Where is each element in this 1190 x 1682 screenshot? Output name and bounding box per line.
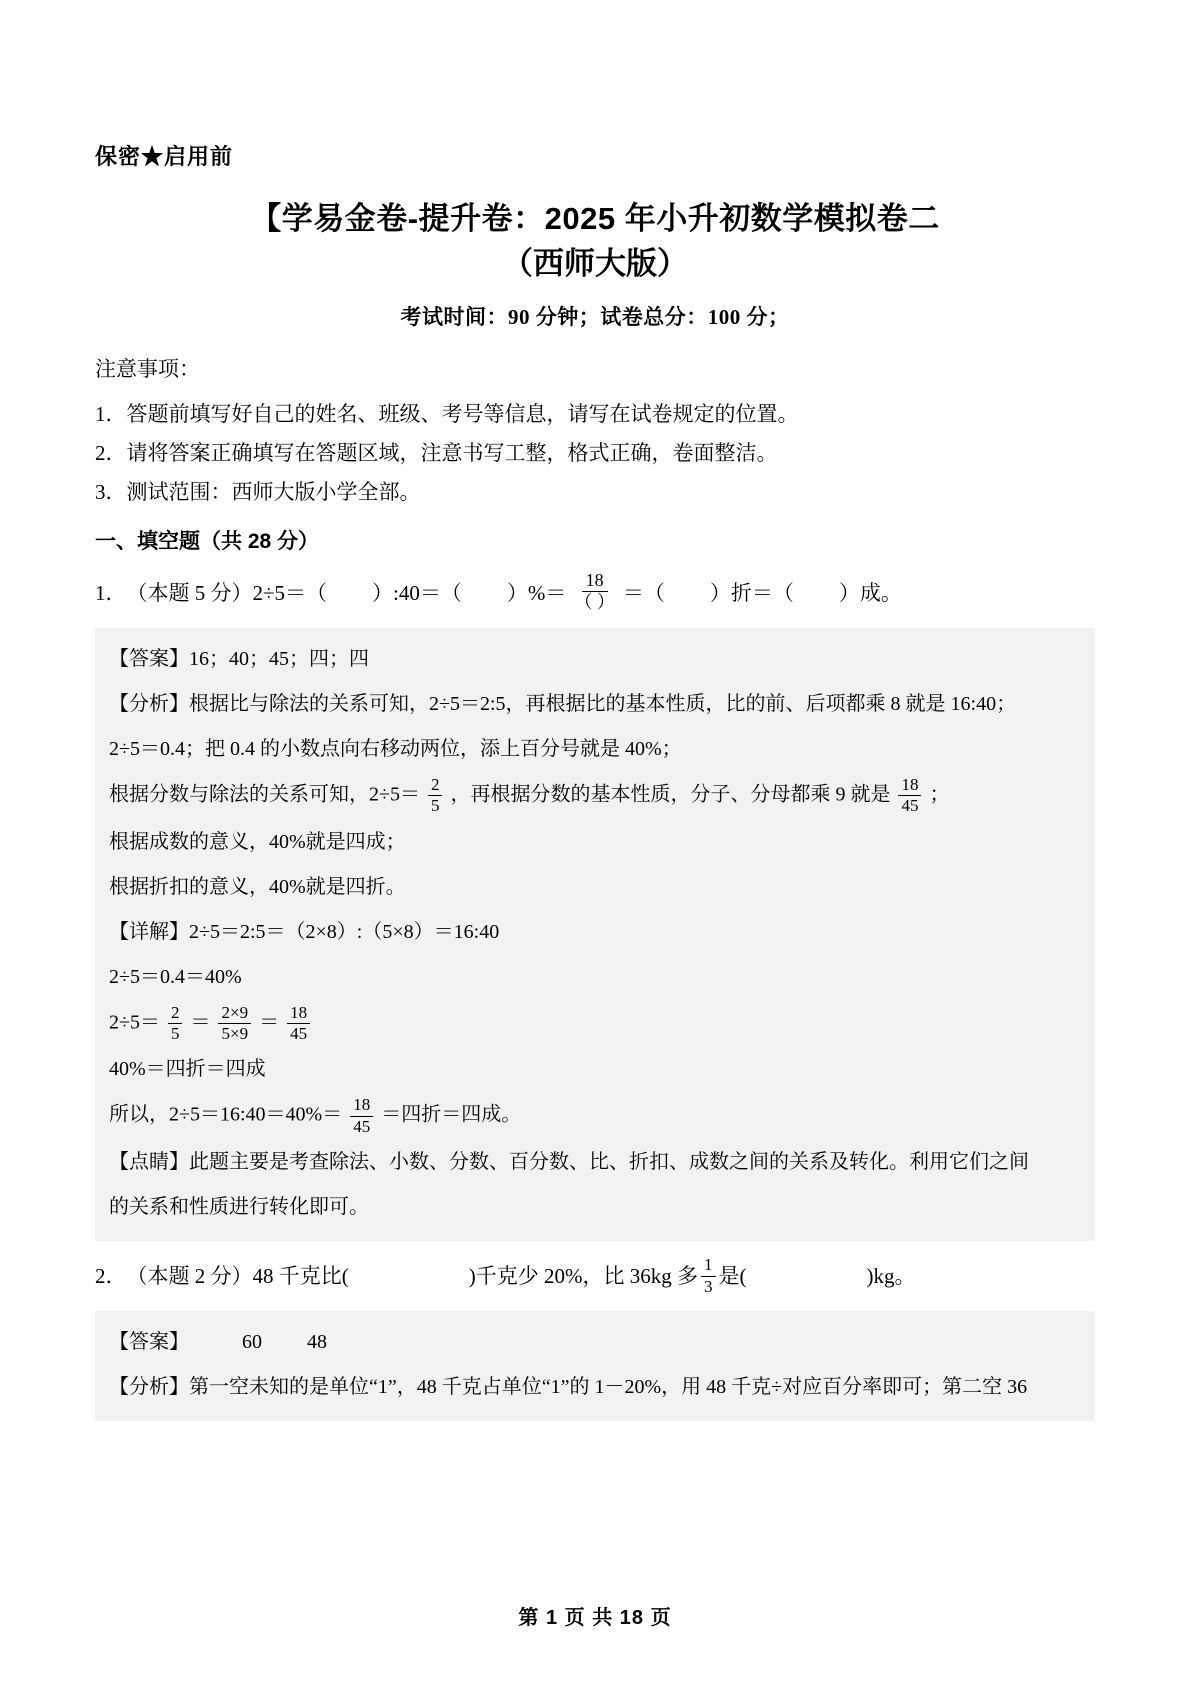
question-1: [95, 571, 1095, 613]
answer-label: 【答案】: [109, 1331, 189, 1354]
detail-fraction-2x9-5x9-denominator: 5×9: [221, 1023, 249, 1043]
analysis-fraction-18-45-numerator: 18: [898, 775, 921, 796]
page-title-line2: （西师大版）: [502, 245, 688, 281]
question-2-number: 2．: [95, 1264, 127, 1289]
question-2-mid2: 是(: [718, 1264, 747, 1289]
detail-eq-2: ＝: [259, 1011, 280, 1034]
analysis-text-3-pre: 根据分数与除法的关系可知，2÷5＝: [109, 783, 420, 806]
question-1-prefix: （本题 5 分）2÷5＝（: [126, 580, 328, 605]
analysis-fraction-2-5: [428, 775, 443, 817]
question-1-fraction-denominator: （ ）: [574, 592, 615, 613]
question-1-fraction-numerator: 18: [582, 570, 608, 592]
conclusion-fraction-18-45: [350, 1095, 373, 1137]
question-2-blank-1[interactable]: [349, 1255, 469, 1297]
detail-line-1: [109, 913, 1081, 952]
answer-label: 【答案】: [109, 647, 189, 670]
question-2-mid1: )千克少 20%，比 36kg 多: [468, 1264, 698, 1289]
answer-value-2: 48: [307, 1331, 327, 1354]
analysis-text-1: 根据比与除法的关系可知，2÷5＝2:5，再根据比的基本性质，比的前、后项都乘 8 就是 16:40；: [189, 692, 1017, 715]
question-1-mid4: ）折＝（: [709, 580, 794, 605]
detail-line-2: 2÷5＝0.4＝40%: [109, 965, 242, 988]
analysis-line-2: 2÷5＝0.4；把 0.4 的小数点向右移动两位，添上百分号就是 40%；: [109, 737, 682, 760]
detail-line-5: [109, 1095, 1081, 1137]
question-1-number: 1．: [95, 580, 127, 605]
analysis-text-3-end: ；: [929, 783, 950, 806]
detail-fraction-2-5: [168, 1003, 183, 1045]
notice-item-2: 2．请将答案正确填写在答题区域，注意书写工整，格式正确，卷面整洁。: [95, 440, 778, 465]
point-line-1: [109, 1143, 1081, 1182]
analysis-fraction-18-45-denominator: 45: [901, 796, 919, 816]
page-title-line1: 【学易金卷-提升卷：2025 年小升初数学模拟卷二: [250, 201, 940, 236]
question-1-blank-3[interactable]: [665, 572, 710, 614]
analysis-text-3-mid: ，再根据分数的基本性质，分子、分母都乘 9 就是: [450, 783, 891, 806]
question-1-answer-block: [95, 628, 1095, 1241]
detail-line-3: [109, 1003, 1081, 1045]
notice-item-1: 1．答题前填写好自己的姓名、班级、考号等信息，请写在试卷规定的位置。: [95, 401, 799, 426]
analysis-fraction-2-5-numerator: 2: [428, 775, 443, 796]
question-1-suffix: ）成。: [838, 580, 902, 605]
analysis-text-1: 第一空未知的是单位“1”，48 千克占单位“1”的 1－20%，用 48 千克÷对应百分率即可；第二空 36: [189, 1376, 1028, 1399]
question-2-prefix: （本题 2 分）48 千克比(: [126, 1264, 349, 1289]
analysis-line-1: [109, 1368, 1081, 1407]
question-2-suffix: )kg。: [866, 1264, 916, 1289]
conclusion-fraction-18-45-numerator: 18: [350, 1095, 373, 1116]
detail-fraction-18-45-numerator: 18: [287, 1003, 310, 1024]
question-2-fraction-denominator: 3: [704, 1276, 713, 1296]
question-1-mid2: ）%＝: [506, 580, 567, 605]
analysis-fraction-2-5-denominator: 5: [430, 796, 440, 816]
detail-eq-1: ＝: [190, 1011, 211, 1034]
question-1-blank-2[interactable]: [462, 572, 507, 614]
question-2-blank-2[interactable]: [747, 1255, 867, 1297]
detail-text-5-end: ＝四折＝四成。: [381, 1103, 522, 1126]
detail-fraction-2-5-numerator: 2: [168, 1003, 183, 1024]
question-1-mid1: ）:40＝（: [372, 580, 462, 605]
exam-info: 考试时间：90 分钟；试卷总分：100 分；: [400, 304, 790, 329]
question-2: [95, 1255, 1095, 1297]
point-label: 【点睛】: [109, 1151, 189, 1174]
analysis-fraction-18-45: [898, 775, 921, 817]
point-line-2: 的关系和性质进行转化即可。: [109, 1196, 369, 1219]
detail-text-1: 2÷5＝2:5＝（2×8）:（5×8）＝16:40: [189, 920, 500, 943]
analysis-line-5: 根据折扣的意义，40%就是四折。: [109, 875, 406, 898]
notice-item-3: 3．测试范围：西师大版小学全部。: [95, 479, 421, 504]
detail-text-5-pre: 所以，2÷5＝16:40＝40%＝: [109, 1103, 343, 1126]
analysis-line-1: [109, 685, 1081, 724]
answer-line: [109, 640, 1081, 679]
point-text-1: 此题主要是考查除法、小数、分数、百分数、比、折扣、成数之间的关系及转化。利用它们之间: [189, 1151, 1029, 1174]
question-1-fraction: [570, 570, 619, 612]
detail-fraction-2-5-denominator: 5: [170, 1023, 180, 1043]
detail-text-3-pre: 2÷5＝: [109, 1011, 160, 1034]
page-footer: 第 1 页 共 18 页: [518, 1607, 672, 1629]
detail-fraction-2x9-5x9: [218, 1003, 251, 1045]
confidential-label: 保密★启用前: [95, 144, 234, 169]
question-2-fraction-numerator: 1: [701, 1255, 716, 1276]
analysis-label: 【分析】: [109, 1376, 189, 1399]
section-heading-fill-in-blank: 一、填空题（共 28 分）: [95, 530, 320, 554]
question-2-fraction: [701, 1255, 716, 1297]
answer-line: [109, 1323, 1081, 1362]
detail-fraction-18-45-denominator: 45: [290, 1023, 308, 1043]
detail-fraction-2x9-5x9-numerator: 2×9: [218, 1003, 251, 1024]
question-2-answer-block: [95, 1311, 1095, 1421]
detail-line-4: 40%＝四折＝四成: [109, 1058, 266, 1081]
conclusion-fraction-18-45-denominator: 45: [353, 1116, 371, 1136]
detail-fraction-18-45: [287, 1003, 310, 1045]
question-1-mid3: ＝（: [622, 580, 665, 605]
analysis-line-4: 根据成数的意义，40%就是四成；: [109, 830, 406, 853]
answer-text: 16；40；45；四；四: [189, 647, 369, 670]
analysis-label: 【分析】: [109, 692, 189, 715]
question-1-blank-1[interactable]: [327, 572, 372, 614]
analysis-line-3: [109, 775, 1081, 817]
answer-value-1: 60: [242, 1331, 262, 1354]
question-1-blank-4[interactable]: [794, 572, 839, 614]
notice-title: 注意事项：: [95, 356, 200, 381]
detail-label: 【详解】: [109, 920, 189, 943]
